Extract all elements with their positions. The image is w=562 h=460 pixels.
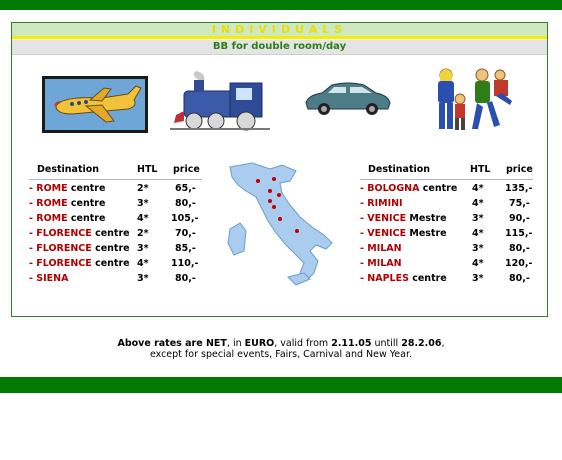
price-value: 105,- [171,213,199,224]
table-row: - VENICE Mestre 4* 115,- [360,228,533,239]
price-value: 85,- [175,243,196,254]
city-suffix: centre [91,243,130,254]
note-currency: EURO [244,338,275,349]
title-divider [12,36,547,39]
hotel-stars: 4* [137,258,149,269]
table-row: - BOLOGNA centre 4* 135,- [360,183,533,194]
hotel-stars: 4* [472,198,484,209]
left-rates-table [29,164,209,288]
hotel-stars: 3* [137,273,149,284]
city-name: ROME [36,213,68,224]
city-name: MILAN [367,258,402,269]
price-value: 115,- [505,228,533,239]
table-row: - FLORENCE centre 3* 85,- [29,243,196,254]
hotel-stars: 3* [137,198,149,209]
price-value: 75,- [509,198,530,209]
hotel-stars: 4* [472,258,484,269]
table-row: - FLORENCE centre 4* 110,- [29,258,199,269]
price-value: 120,- [505,258,533,269]
price-value: 110,- [171,258,199,269]
hotel-stars: 3* [472,243,484,254]
city-marker [278,217,282,221]
italy-map [224,161,334,292]
city-marker [268,199,272,203]
top-green-band [0,0,562,10]
column-price: price [506,164,533,175]
section-title: INDIVIDUALS [12,23,547,36]
right-rates-table [360,164,540,288]
city-name: FLORENCE [36,258,92,269]
table-header [29,164,209,183]
price-value: 90,- [509,213,530,224]
column-destination: Destination [368,164,431,175]
column-htl: HTL [470,164,491,175]
section-subtitle: BB for double room/day [12,40,547,55]
car-icon [302,81,392,115]
table-row: - MILAN 3* 80,- [360,243,530,254]
header-divider [360,179,533,180]
city-name: MILAN [367,243,402,254]
note-date-from: 2.11.05 [331,338,372,349]
city-suffix: Mestre [406,213,447,224]
rates-exceptions: except for special events, Fairs, Carnival and New Year. [149,349,413,360]
table-row: - MILAN 4* 120,- [360,258,533,269]
column-destination: Destination [37,164,100,175]
family-icon [432,67,518,135]
hotel-stars: 4* [472,183,484,194]
hotel-stars: 2* [137,228,149,239]
price-value: 70,- [175,228,196,239]
airplane-icon [42,76,148,133]
city-suffix: Mestre [406,228,447,239]
note-text: , in [226,338,245,349]
city-name: SIENA [36,273,69,284]
city-name: VENICE [367,228,407,239]
city-suffix: centre [67,213,106,224]
price-value: 80,- [509,273,530,284]
city-suffix: centre [91,228,130,239]
note-text: untill [371,338,402,349]
city-marker [272,205,276,209]
note-text: , [441,338,445,349]
city-name: BOLOGNA [367,183,420,194]
table-row: - VENICE Mestre 3* 90,- [360,213,530,224]
city-suffix: centre [419,183,458,194]
city-marker [295,229,299,233]
price-value: 135,- [505,183,533,194]
hotel-stars: 3* [472,213,484,224]
table-row: - FLORENCE centre 2* 70,- [29,228,196,239]
bottom-green-band [0,377,562,393]
table-row: - ROME centre 3* 80,- [29,198,196,209]
city-suffix: centre [67,198,106,209]
column-price: price [173,164,200,175]
city-name: ROME [36,183,68,194]
note-text: , valid from [274,338,332,349]
city-name: ROME [36,198,68,209]
hotel-stars: 2* [137,183,149,194]
price-value: 80,- [509,243,530,254]
train-icon [170,71,270,133]
city-marker [256,179,260,183]
city-name: FLORENCE [36,243,92,254]
city-marker [268,189,272,193]
rates-panel [11,22,548,317]
city-marker [277,193,281,197]
city-suffix: centre [91,258,130,269]
city-name: NAPLES [367,273,409,284]
price-value: 80,- [175,198,196,209]
city-suffix: centre [408,273,447,284]
note-net: Above rates are NET [117,338,227,349]
city-suffix: centre [67,183,106,194]
column-htl: HTL [137,164,158,175]
hotel-stars: 3* [137,243,149,254]
hotel-stars: 4* [472,228,484,239]
city-marker [272,177,276,181]
table-row: - NAPLES centre 3* 80,- [360,273,530,284]
table-row: - SIENA 3* 80,- [29,273,196,284]
table-header [360,164,540,183]
hotel-stars: 3* [472,273,484,284]
price-value: 80,- [175,273,196,284]
table-row: - RIMINI 4* 75,- [360,198,530,209]
hotel-stars: 4* [137,213,149,224]
city-name: RIMINI [367,198,403,209]
table-row: - ROME centre 4* 105,- [29,213,199,224]
price-value: 65,- [175,183,196,194]
rates-note [0,338,562,349]
header-divider [29,179,202,180]
table-row: - ROME centre 2* 65,- [29,183,196,194]
city-name: FLORENCE [36,228,92,239]
city-name: VENICE [367,213,407,224]
note-date-to: 28.2.06 [401,338,442,349]
